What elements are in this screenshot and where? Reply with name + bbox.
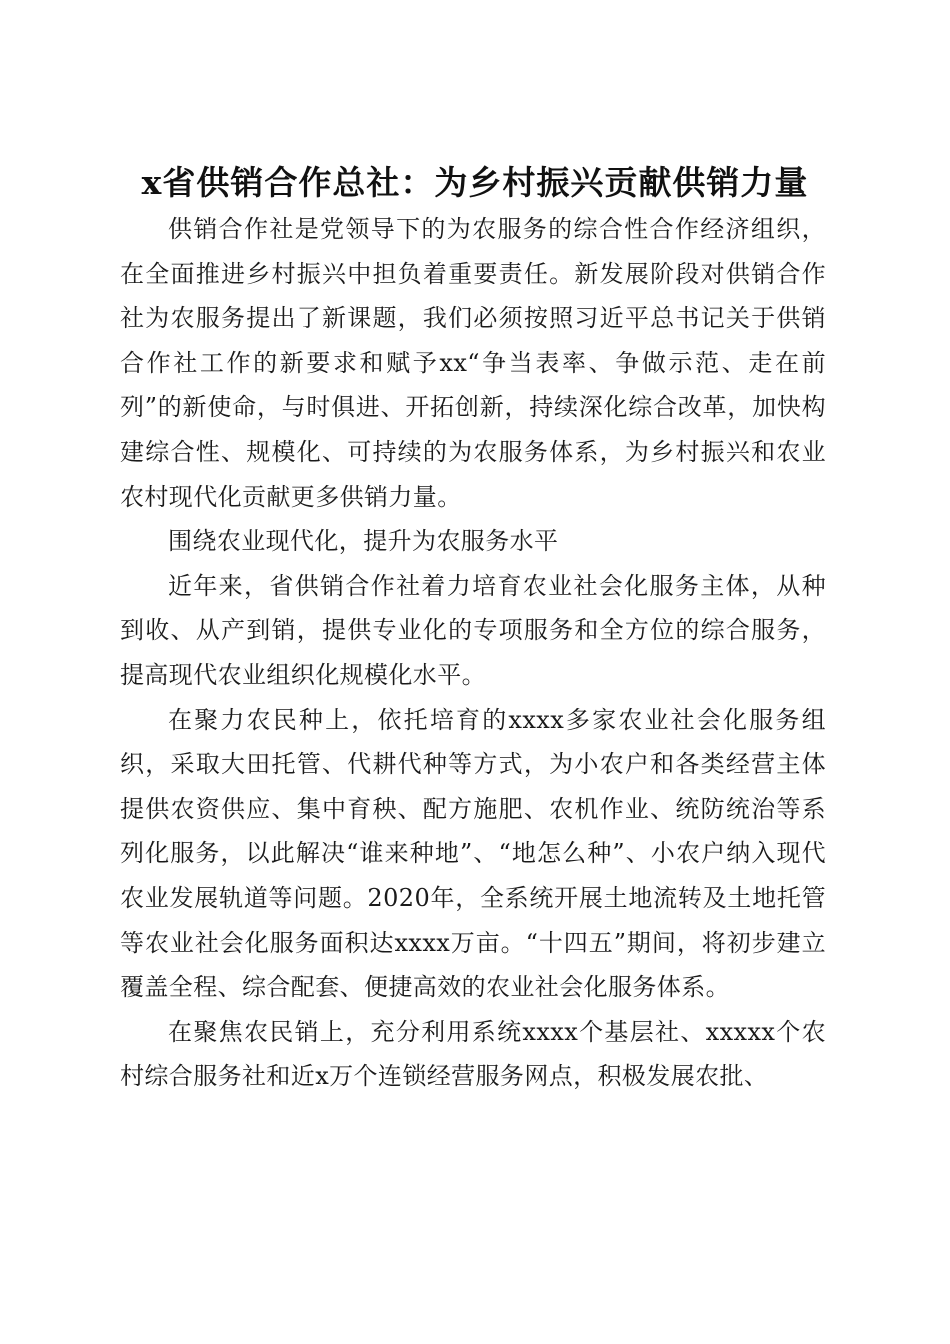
paragraph: 在聚焦农民销上，充分利用系统xxxx个基层社、xxxxx个农村综合服务社和近x万个连锁经营服务网点，积极发展农批、: [120, 1017, 826, 1091]
section-heading: 围绕农业现代化，提升为农服务水平: [168, 527, 559, 556]
paragraph: 在聚力农民种上，依托培育的xxxx多家农业社会化服务组织，采取大田托管、代耕代种等方式，为小农户和各类经营主体提供农资供应、集中育秧、配方施肥、农机作业、统防统治等系列化服务，以此解决“谁来种地”、“地怎么种”、小农户纳入现代农业发展轨道等问题。2020年，全系统开展土地流转及土地托管等农业社会化服务面积达xxxx万亩。“十四五”期间，将初步建立覆盖全程、综合配套、便捷高效的农业社会化服务体系。: [120, 705, 826, 1002]
document-body: [120, 207, 826, 1099]
paragraph: 近年来，省供销合作社着力培育农业社会化服务主体，从种到收、从产到销，提供专业化的专项服务和全方位的综合服务，提高现代农业组织化规模化水平。: [120, 571, 826, 689]
paragraph-intro: 供销合作社是党领导下的为农服务的综合性合作经济组织，在全面推进乡村振兴中担负着重要责任。新发展阶段对供销合作社为农服务提出了新课题，我们必须按照习近平总书记关于供销合作社工作的新要求和赋予xx“争当表率、争做示范、走在前列”的新使命，与时俱进、开拓创新，持续深化综合改革，加快构建综合性、规模化、可持续的为农服务体系，为乡村振兴和农业农村现代化贡献更多供销力量。: [120, 215, 826, 511]
document-title: x省供销合作总社：为乡村振兴贡献供销力量: [141, 163, 809, 203]
